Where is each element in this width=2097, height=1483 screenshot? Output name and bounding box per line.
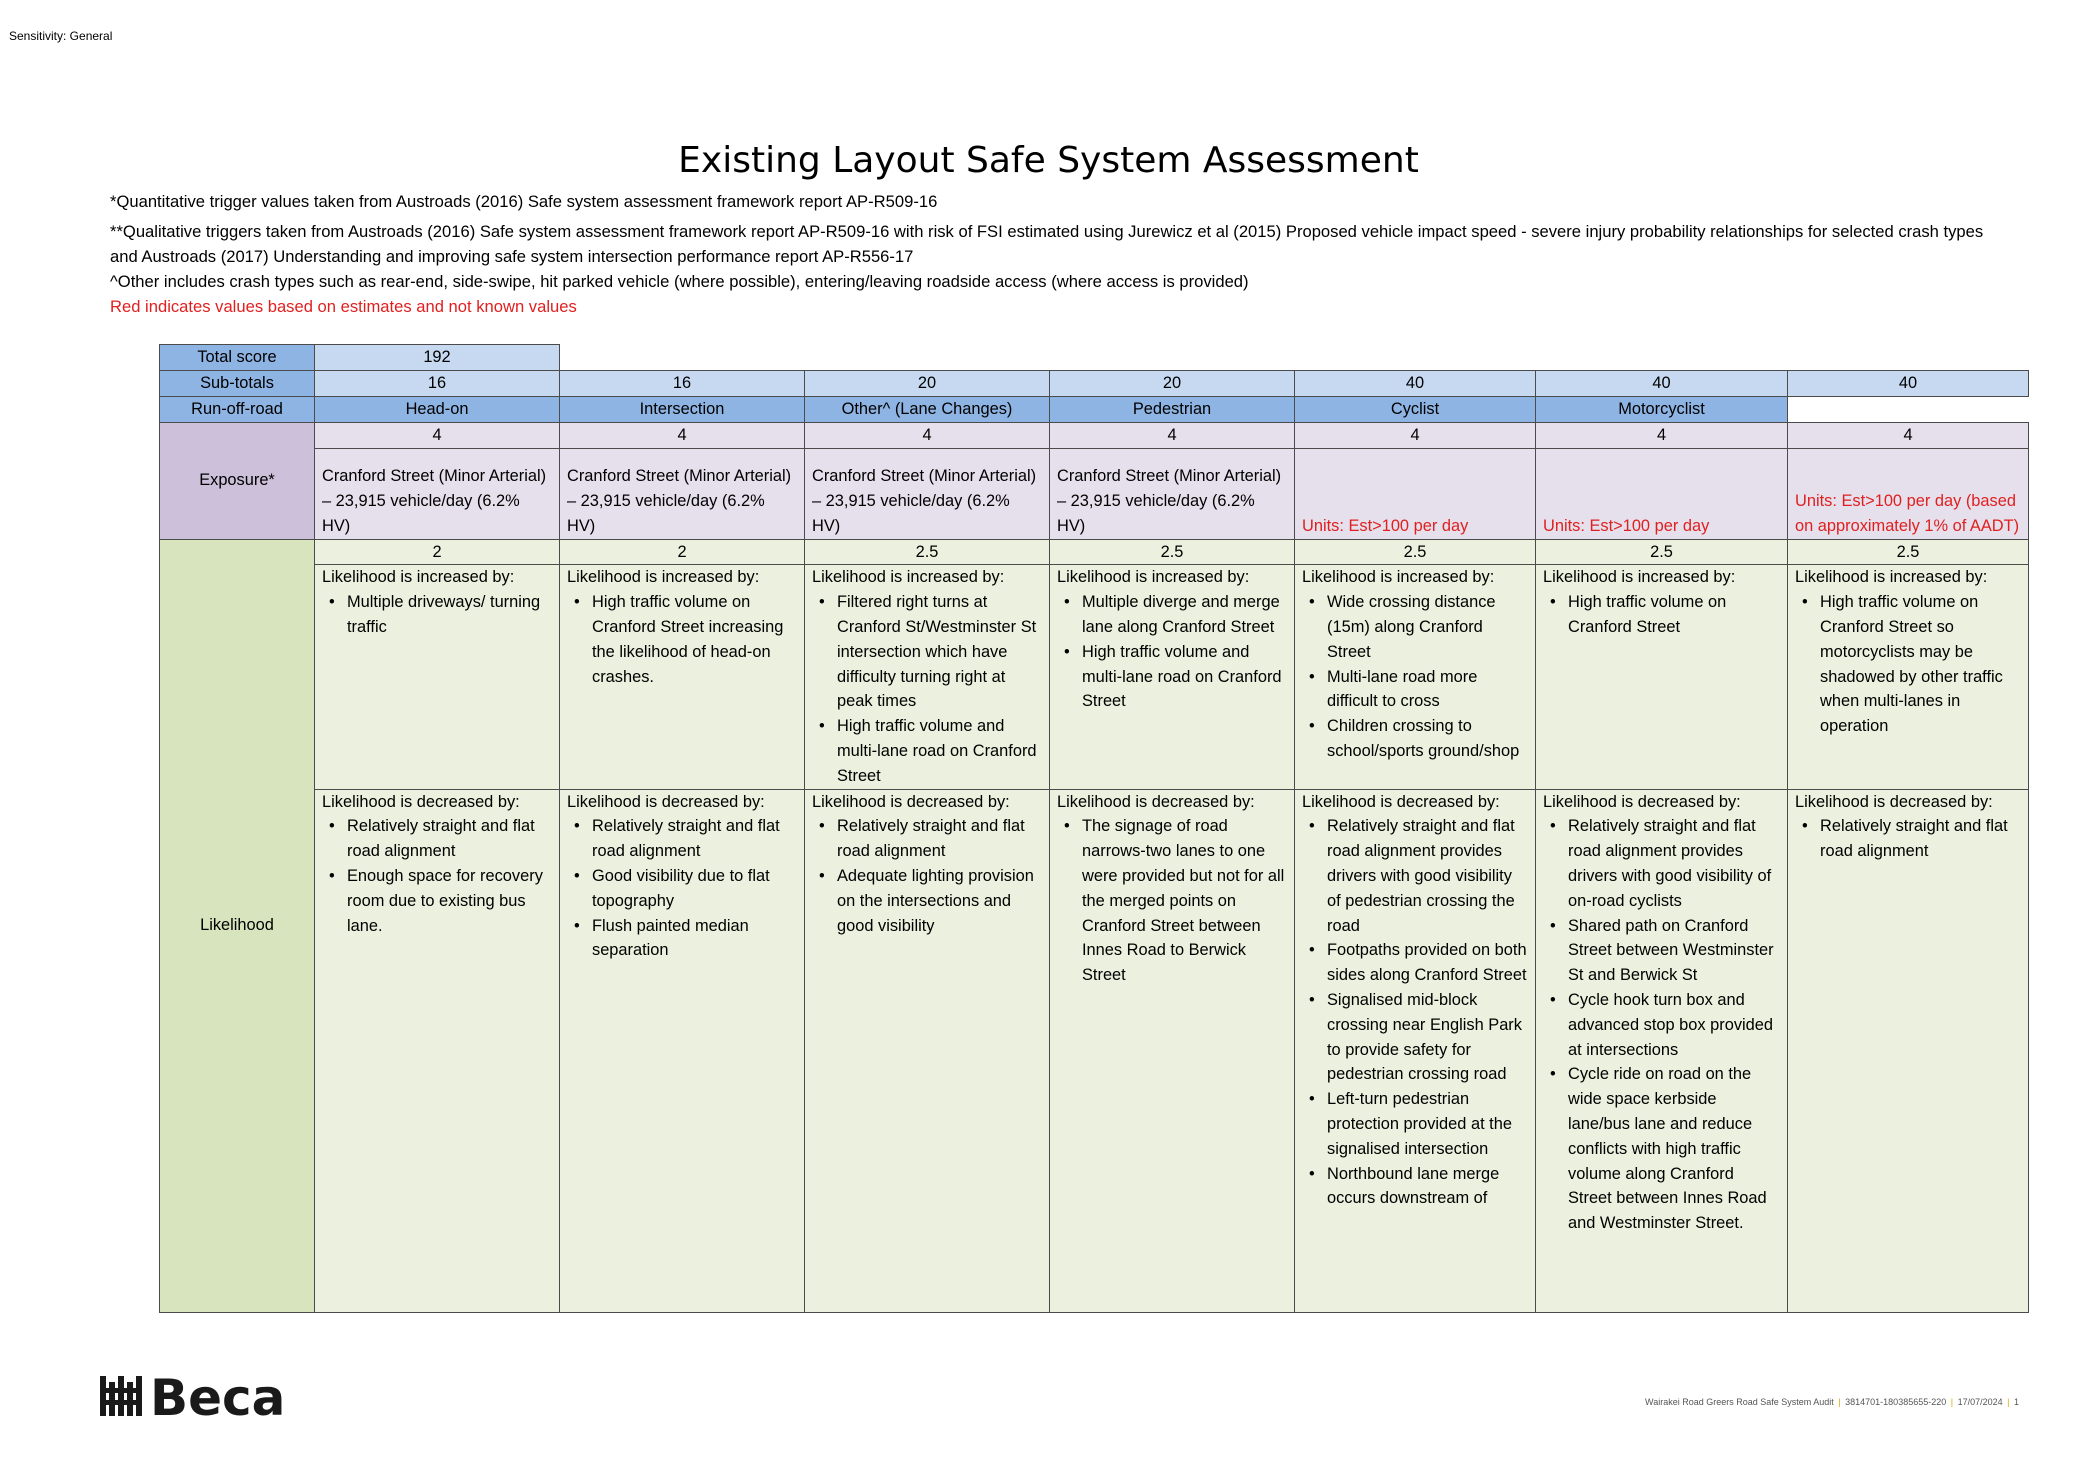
subtotal-cell: 16 — [560, 370, 805, 396]
likelihood-increased-cell — [1295, 565, 1536, 789]
footer-date: 17/07/2024 — [1957, 1397, 2003, 1407]
decreased-heading: Likelihood is decreased by: — [1795, 792, 1993, 811]
exposure-score-cell: 4 — [805, 422, 1050, 448]
bullet-item: • Cycle ride on road on the wide space kerbside lane/bus lane and reduce conflicts with high traffic volume along Cranford Street between Innes Road and Westminster Street. — [1568, 1062, 1780, 1236]
blank-cell — [560, 345, 2029, 371]
decreased-heading: Likelihood is decreased by: — [567, 792, 765, 811]
exposure-text-cell: Cranford Street (Minor Arterial) – 23,915 vehicle/day (6.2% HV) — [315, 448, 560, 539]
exposure-text-cell: Units: Est>100 per day — [1295, 448, 1536, 539]
bullet-item: • High traffic volume on Cranford Street increasing the likelihood of head-on crashes. — [592, 590, 797, 689]
decreased-list — [567, 814, 797, 963]
bullet-item: • Signalised mid-block crossing near English Park to provide safety for pedestrian crossing road — [1327, 988, 1528, 1087]
exposure-score-cell: 4 — [315, 422, 560, 448]
likelihood-score-cell: 2.5 — [1295, 539, 1536, 565]
subtotal-cell: 40 — [1536, 370, 1788, 396]
exposure-text-cell: Cranford Street (Minor Arterial) – 23,915 vehicle/day (6.2% HV) — [805, 448, 1050, 539]
beca-logo-wordmark: Beca — [150, 1372, 286, 1420]
increased-heading: Likelihood is increased by: — [1302, 568, 1495, 587]
likelihood-decreased-cell — [560, 789, 805, 1312]
crash-type-header-row — [160, 396, 2029, 422]
likelihood-increased-cell — [805, 565, 1050, 789]
decreased-heading: Likelihood is decreased by: — [1057, 792, 1255, 811]
decreased-list — [1057, 814, 1287, 988]
likelihood-decreased-cell — [1295, 789, 1536, 1312]
beca-logo — [100, 1372, 315, 1420]
increased-list — [1543, 590, 1780, 640]
decreased-heading: Likelihood is decreased by: — [1543, 792, 1741, 811]
exposure-text-row — [160, 448, 2029, 539]
likelihood-score-cell: 2.5 — [1536, 539, 1788, 565]
increased-list — [322, 590, 552, 640]
likelihood-decreased-cell — [805, 789, 1050, 1312]
likelihood-increased-cell — [560, 565, 805, 789]
bullet-item: • Northbound lane merge occurs downstream of — [1327, 1162, 1528, 1212]
total-score-value: 192 — [315, 345, 560, 371]
bullet-item: • Flush painted median separation — [592, 914, 797, 964]
bullet-item: • Left-turn pedestrian protection provided at the signalised intersection — [1327, 1087, 1528, 1161]
total-score-label: Total score — [160, 345, 315, 371]
subtotal-cell: 40 — [1788, 370, 2029, 396]
crash-type-header: Head-on — [315, 396, 560, 422]
subtotal-cell: 40 — [1295, 370, 1536, 396]
bullet-item: • Good visibility due to flat topography — [592, 864, 797, 914]
bullet-item: • Adequate lighting provision on the intersections and good visibility — [837, 864, 1042, 938]
crash-type-header: Run-off-road — [160, 396, 315, 422]
exposure-score-cell: 4 — [1050, 422, 1295, 448]
increased-list — [812, 590, 1042, 788]
increased-list — [1795, 590, 2021, 739]
subtotal-cell: 20 — [805, 370, 1050, 396]
bullet-item: • Wide crossing distance (15m) along Cranford Street — [1327, 590, 1528, 664]
bullet-item: • Relatively straight and flat road alignment — [592, 814, 797, 864]
decreased-heading: Likelihood is decreased by: — [322, 792, 520, 811]
bullet-item: • High traffic volume on Cranford Street — [1568, 590, 1780, 640]
crash-type-header: Other^ (Lane Changes) — [805, 396, 1050, 422]
total-score-row — [160, 345, 2029, 371]
likelihood-score-cell: 2 — [560, 539, 805, 565]
likelihood-decreased-cell — [315, 789, 560, 1312]
bullet-item: • High traffic volume on Cranford Street so motorcyclists may be shadowed by other traffic when multi-lanes in operation — [1820, 590, 2021, 739]
decreased-list — [1795, 814, 2021, 864]
bullet-item: • Enough space for recovery room due to existing bus lane. — [347, 864, 552, 938]
crash-type-header: Intersection — [560, 396, 805, 422]
footer-ref: 3814701-180385655-220 — [1845, 1397, 1947, 1407]
likelihood-decreased-cell — [1050, 789, 1295, 1312]
subtotal-cell: 16 — [315, 370, 560, 396]
decreased-heading: Likelihood is decreased by: — [1302, 792, 1500, 811]
exposure-score-row — [160, 422, 2029, 448]
likelihood-score-cell: 2.5 — [805, 539, 1050, 565]
crash-type-header: Cyclist — [1295, 396, 1536, 422]
likelihood-decreased-cell — [1536, 789, 1788, 1312]
sensitivity-label: Sensitivity: General — [9, 29, 113, 43]
decreased-list — [322, 814, 552, 938]
safe-system-assessment-table — [159, 344, 2029, 1313]
increased-heading: Likelihood is increased by: — [1057, 568, 1250, 587]
increased-list — [1057, 590, 1287, 714]
increased-heading: Likelihood is increased by: — [1795, 568, 1988, 587]
note-qualitative: **Qualitative triggers taken from Austroads (2016) Safe system assessment framework report AP-R509-16 with risk of FSI estimated using Jurewicz et al (2015) Proposed vehicle impact speed - severe injury probability relationships for selected crash types and Austroads (2017) Understanding and improving safe system intersection performance report AP-R556-17 — [110, 222, 1984, 266]
exposure-text-cell: Cranford Street (Minor Arterial) – 23,915 vehicle/day (6.2% HV) — [560, 448, 805, 539]
likelihood-increased-row — [160, 565, 2029, 789]
bullet-item: • The signage of road narrows-two lanes to one were provided but not for all the merged points on Cranford Street between Innes Road to Berwick Street — [1082, 814, 1287, 988]
bullet-item: • Footpaths provided on both sides along Cranford Street — [1327, 938, 1528, 988]
bullet-item: • High traffic volume and multi-lane road on Cranford Street — [1082, 640, 1287, 714]
exposure-score-cell: 4 — [1536, 422, 1788, 448]
increased-heading: Likelihood is increased by: — [322, 568, 515, 587]
increased-heading: Likelihood is increased by: — [567, 568, 760, 587]
exposure-label: Exposure* — [160, 422, 315, 539]
exposure-score-cell: 4 — [1788, 422, 2029, 448]
exposure-score-cell: 4 — [560, 422, 805, 448]
decreased-list — [1543, 814, 1780, 1236]
likelihood-increased-cell — [1536, 565, 1788, 789]
likelihood-decreased-cell — [1788, 789, 2029, 1312]
notes-block — [110, 189, 1990, 319]
bullet-item: • Cycle hook turn box and advanced stop box provided at intersections — [1568, 988, 1780, 1062]
bullet-item: • Multiple diverge and merge lane along Cranford Street — [1082, 590, 1287, 640]
subtotal-cell: 20 — [1050, 370, 1295, 396]
bullet-item: • Relatively straight and flat road alignment — [837, 814, 1042, 864]
likelihood-score-cell: 2.5 — [1788, 539, 2029, 565]
beca-logo-mark-icon — [100, 1376, 142, 1416]
likelihood-score-row — [160, 539, 2029, 565]
increased-list — [567, 590, 797, 689]
note-other: ^Other includes crash types such as rear-end, side-swipe, hit parked vehicle (where possible), entering/leaving roadside access (where access is provided) — [110, 272, 1249, 291]
bullet-item: • Children crossing to school/sports ground/shop — [1327, 714, 1528, 764]
bullet-item: • Relatively straight and flat road alignment provides drivers with good visibility of pedestrian crossing the road — [1327, 814, 1528, 938]
increased-heading: Likelihood is increased by: — [812, 568, 1005, 587]
decreased-list — [812, 814, 1042, 938]
footer-project: Wairakei Road Greers Road Safe System Audit — [1645, 1397, 1834, 1407]
exposure-text-cell: Cranford Street (Minor Arterial) – 23,915 vehicle/day (6.2% HV) — [1050, 448, 1295, 539]
increased-list — [1302, 590, 1528, 764]
page-title: Existing Layout Safe System Assessment — [678, 140, 1419, 181]
subtotals-label: Sub-totals — [160, 370, 315, 396]
subtotals-row — [160, 370, 2029, 396]
likelihood-increased-cell — [315, 565, 560, 789]
likelihood-decreased-row — [160, 789, 2029, 1312]
bullet-item: • High traffic volume and multi-lane road on Cranford Street — [837, 714, 1042, 788]
bullet-item: • Multiple driveways/ turning traffic — [347, 590, 552, 640]
exposure-score-cell: 4 — [1295, 422, 1536, 448]
likelihood-score-cell: 2 — [315, 539, 560, 565]
bullet-item: • Filtered right turns at Cranford St/Westminster St intersection which have difficulty turning right at peak times — [837, 590, 1042, 714]
decreased-list — [1302, 814, 1528, 1211]
note-quantitative: *Quantitative trigger values taken from Austroads (2016) Safe system assessment framework report AP-R509-16 — [110, 192, 938, 211]
bullet-item: • Relatively straight and flat road alignment — [1820, 814, 2021, 864]
crash-type-header: Pedestrian — [1050, 396, 1295, 422]
bullet-item: • Multi-lane road more difficult to cross — [1327, 665, 1528, 715]
note-red-estimates: Red indicates values based on estimates and not known values — [110, 297, 577, 316]
bullet-item: • Relatively straight and flat road alignment provides drivers with good visibility of on-road cyclists — [1568, 814, 1780, 913]
likelihood-increased-cell — [1788, 565, 2029, 789]
likelihood-score-cell: 2.5 — [1050, 539, 1295, 565]
likelihood-label: Likelihood — [160, 539, 315, 1312]
bullet-item: • Shared path on Cranford Street between Westminster St and Berwick St — [1568, 914, 1780, 988]
footer-page-number: 1 — [2013, 1397, 2019, 1407]
decreased-heading: Likelihood is decreased by: — [812, 792, 1010, 811]
exposure-text-cell: Units: Est>100 per day (based on approximately 1% of AADT) — [1788, 448, 2029, 539]
increased-heading: Likelihood is increased by: — [1543, 568, 1736, 587]
page-footer: Wairakei Road Greers Road Safe System Audit | 3814701-180385655-220 | 17/07/2024 | 1 — [1645, 1397, 2019, 1407]
exposure-text-cell: Units: Est>100 per day — [1536, 448, 1788, 539]
likelihood-increased-cell — [1050, 565, 1295, 789]
bullet-item: • Relatively straight and flat road alignment — [347, 814, 552, 864]
crash-type-header: Motorcyclist — [1536, 396, 1788, 422]
